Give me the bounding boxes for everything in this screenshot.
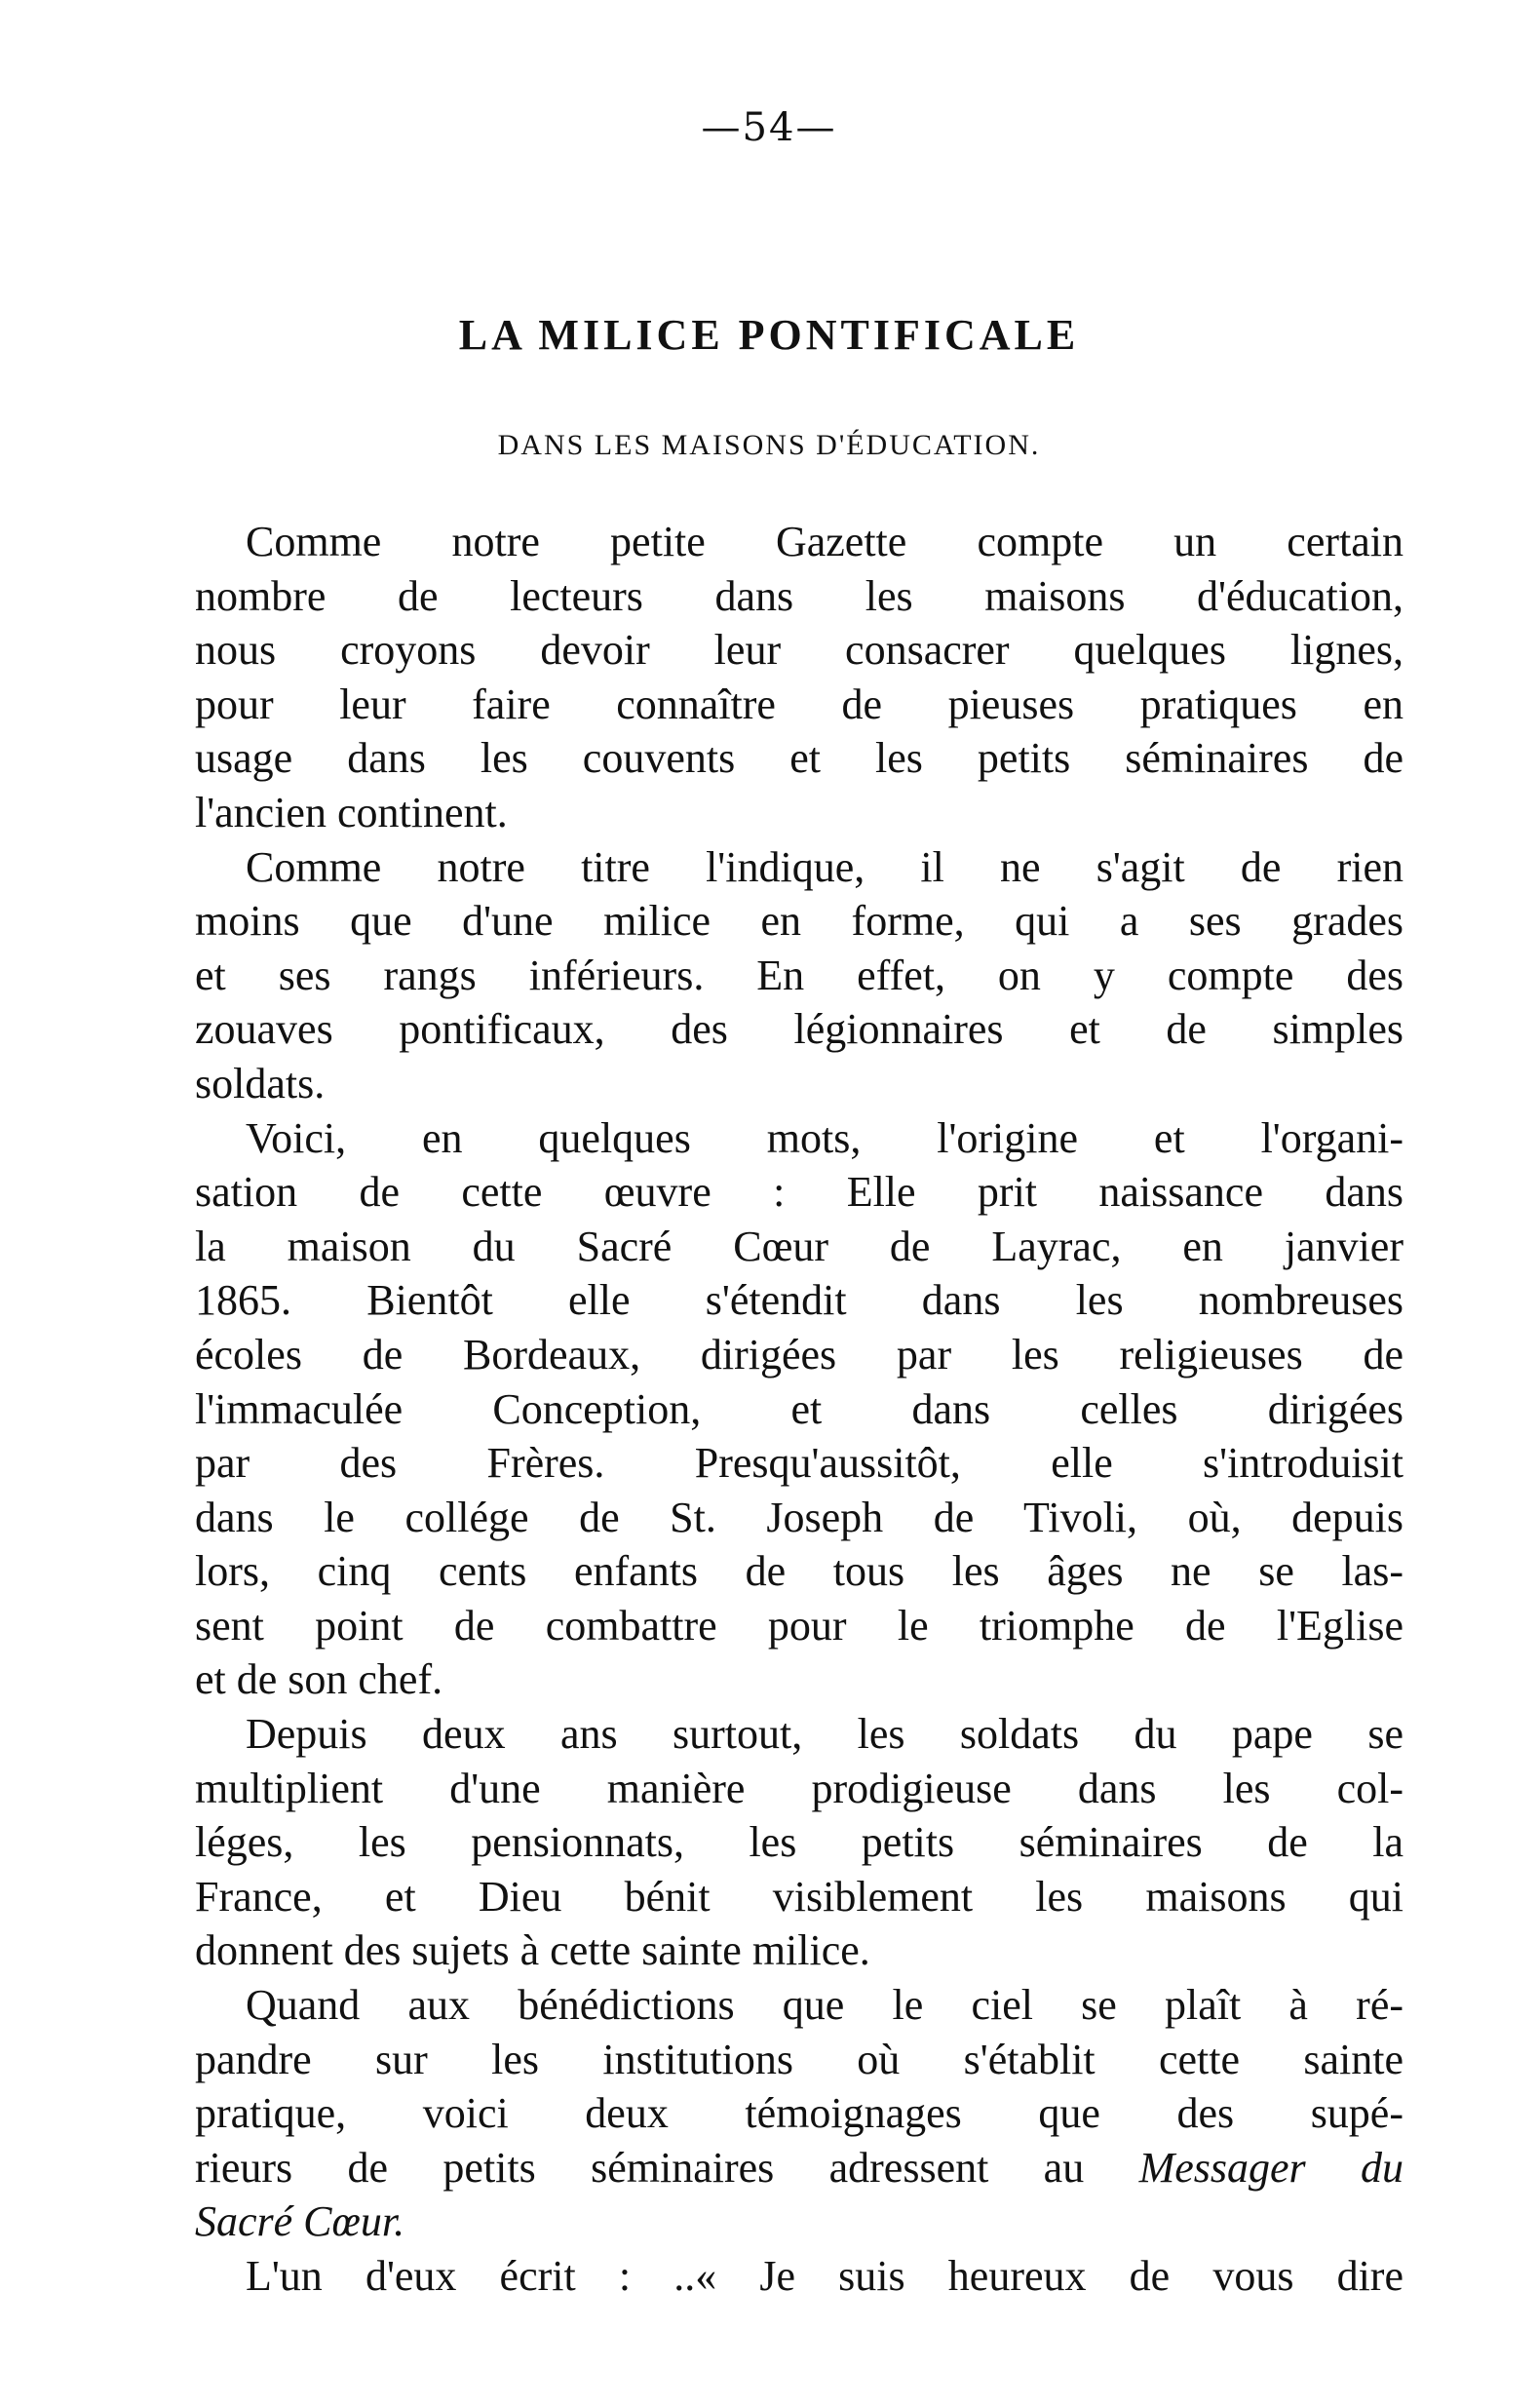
page-number: —54— — [701, 105, 837, 150]
text-line: la maison du Sacré Cœur de Layrac, en janvier — [195, 1222, 1403, 1270]
text-line: l'immaculée Conception, et dans celles dirigées — [195, 1384, 1403, 1433]
text-line: sation de cette œuvre : Elle prit naissance dans — [195, 1168, 1403, 1217]
text-line: dans le collége de St. Joseph de Tivoli, où, depuis — [195, 1493, 1403, 1541]
text-line: multiplient d'une manière prodigieuse dans les col- — [195, 1764, 1403, 1812]
text-line: Quand aux bénédictions que le ciel se plaît à ré- — [246, 1981, 1403, 2030]
text-line: Comme notre petite Gazette compte un certain — [246, 518, 1403, 565]
text-line: L'un d'eux écrit : ..« Je suis heureux de vous dire — [246, 2252, 1403, 2300]
article-subtitle: DANS LES MAISONS D'ÉDUCATION. — [497, 429, 1041, 461]
text-line: par des Frères. Presqu'aussitôt, elle s'introduisit — [195, 1439, 1403, 1488]
text-line: Sacré Cœur. — [195, 2197, 405, 2246]
text-line: lors, cinq cents enfants de tous les âges ne se las- — [195, 1547, 1403, 1596]
text-line: sent point de combattre pour le triomphe de l'Eglise — [195, 1601, 1403, 1650]
article-body — [195, 515, 1403, 2304]
text-line: pour leur faire connaître de pieuses pratiques en — [195, 680, 1403, 728]
text-line: donnent des sujets à cette sainte milice. — [195, 1926, 870, 1975]
text-line: pratique, voici deux témoignages que des supé- — [195, 2089, 1403, 2138]
text-line: Comme notre titre l'indique, il ne s'agit de rien — [246, 842, 1403, 891]
text-line: pandre sur les institutions où s'établit cette sainte — [195, 2035, 1403, 2083]
article-title: LA MILICE PONTIFICALE — [458, 311, 1080, 359]
text-line: nous croyons devoir leur consacrer quelques lignes, — [195, 626, 1403, 675]
italic-publication-name: Messager du — [1138, 2143, 1403, 2192]
text-segment: rieurs de petits séminaires adressent au — [195, 2143, 1085, 2192]
text-line: Depuis deux ans surtout, les soldats du pape se — [246, 1710, 1403, 1759]
text-line: soldats. — [195, 1059, 326, 1107]
text-line: écoles de Bordeaux, dirigées par les religieuses de — [195, 1330, 1403, 1379]
text-line: et ses rangs inférieurs. En effet, on y compte des — [195, 951, 1403, 999]
text-line: léges, les pensionnats, les petits séminaires de la — [195, 1818, 1403, 1867]
text-line: l'ancien continent. — [195, 788, 508, 836]
text-line: nombre de lecteurs dans les maisons d'éducation, — [195, 571, 1403, 620]
text-line — [195, 2141, 1403, 2195]
text-line: 1865. Bientôt elle s'étendit dans les nombreuses — [195, 1276, 1403, 1325]
text-line: Voici, en quelques mots, l'origine et l'organi- — [246, 1113, 1403, 1162]
text-line: moins que d'une milice en forme, qui a ses grades — [195, 897, 1403, 946]
text-line: zouaves pontificaux, des légionnaires et de simples — [195, 1005, 1403, 1054]
text-line: usage dans les couvents et les petits séminaires de — [195, 734, 1403, 783]
text-line: et de son chef. — [195, 1655, 443, 1704]
text-line: France, et Dieu bénit visiblement les maisons qui — [195, 1872, 1403, 1921]
